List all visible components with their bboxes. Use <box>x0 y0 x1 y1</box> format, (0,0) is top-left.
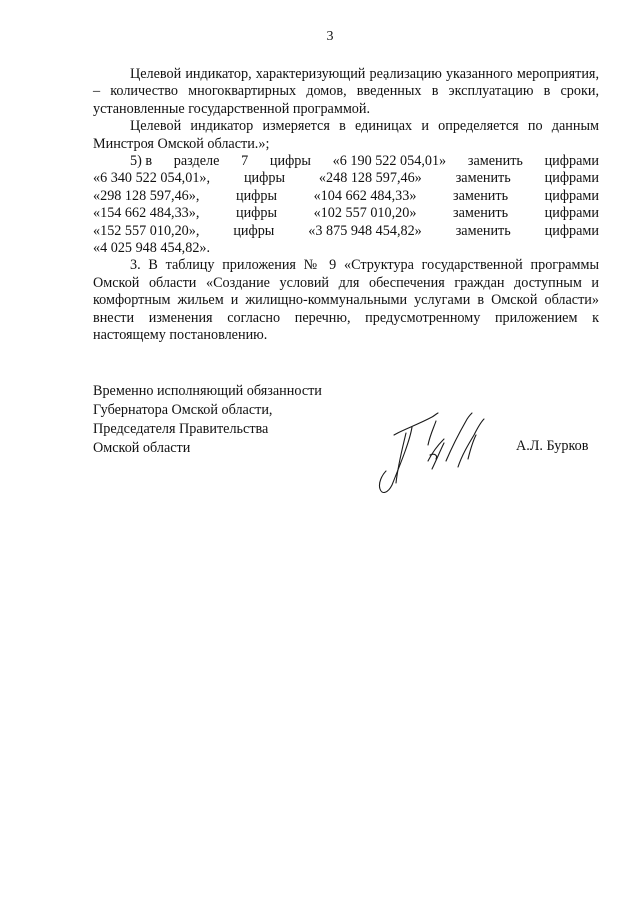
signatory-name: А.Л. Бурков <box>516 438 589 454</box>
amendment-token: разделе <box>173 153 220 170</box>
paragraph-measurement: Целевой индикатор измеряется в единицах и определяется по данным Минстроя Омской области.»; <box>93 118 599 152</box>
page-number: 3 <box>326 29 334 44</box>
paragraph-appendix-9: 3. В таблицу приложения № 9 «Структура государственной программы Омской области «Создание условий для обеспечения граждан доступным и комфортным жильем и жилищно-коммунальными услугами в Омской области» внести изменения согласно перечню, предусмотренному приложением к настоящему постановлению. <box>93 257 599 344</box>
amendment-token: 5) в <box>130 153 153 170</box>
amendment-line <box>93 188 599 205</box>
amendment-token: цифры <box>235 205 277 222</box>
amendment-token: цифрами <box>544 170 599 187</box>
amendment-token: «248 128 597,46» <box>318 170 422 187</box>
amendment-token: 7 <box>241 153 249 170</box>
paragraph-target-indicator: Целевой индикатор, характеризующий реализацию указанного мероприятия, – количество многоквартирных домов, введенных в эксплуатацию в сроки, установленные государственной программой. <box>93 66 599 117</box>
document-body <box>93 66 599 345</box>
amendment-token: заменить <box>467 153 523 170</box>
handwritten-signature <box>372 405 512 500</box>
amendment-token: цифрами <box>544 187 599 204</box>
amendment-token: «298 128 597,46», <box>93 187 200 204</box>
amendment-token: цифрами <box>544 153 599 170</box>
amendment-token: цифры <box>269 153 311 170</box>
signatory-title-line: Губернатора Омской области, <box>93 402 273 418</box>
amendment-token: «152 557 010,20», <box>93 222 200 239</box>
amendment-line <box>93 205 599 222</box>
amendment-line <box>93 223 599 240</box>
amendment-last-line: «4 025 948 454,82». <box>93 240 211 257</box>
amendment-token: заменить <box>455 170 511 187</box>
amendment-token: цифрами <box>544 222 599 239</box>
amendment-token: заменить <box>453 187 509 204</box>
amendment-token: цифрами <box>544 205 599 222</box>
paragraph-amendments <box>93 153 599 257</box>
amendment-token: заменить <box>453 205 509 222</box>
amendment-token: «6 190 522 054,01» <box>332 153 447 170</box>
amendment-token: «154 662 484,33», <box>93 205 200 222</box>
signatory-title-line: Председателя Правительства <box>93 421 269 437</box>
signatory-title-line: Временно исполняющий обязанности <box>93 383 322 399</box>
amendment-line <box>93 170 599 187</box>
amendment-token: «6 340 522 054,01», <box>93 170 211 187</box>
amendment-token: заменить <box>455 222 511 239</box>
amendment-token: цифры <box>243 170 285 187</box>
amendment-token: «102 557 010,20» <box>313 205 417 222</box>
amendment-token: цифры <box>235 187 277 204</box>
amendment-line <box>93 153 599 170</box>
amendment-token: «3 875 948 454,82» <box>308 222 422 239</box>
signatory-title <box>93 382 322 458</box>
signatory-title-line: Омской области <box>93 440 191 456</box>
amendment-token: цифры <box>233 222 275 239</box>
amendment-token: «104 662 484,33» <box>313 187 417 204</box>
